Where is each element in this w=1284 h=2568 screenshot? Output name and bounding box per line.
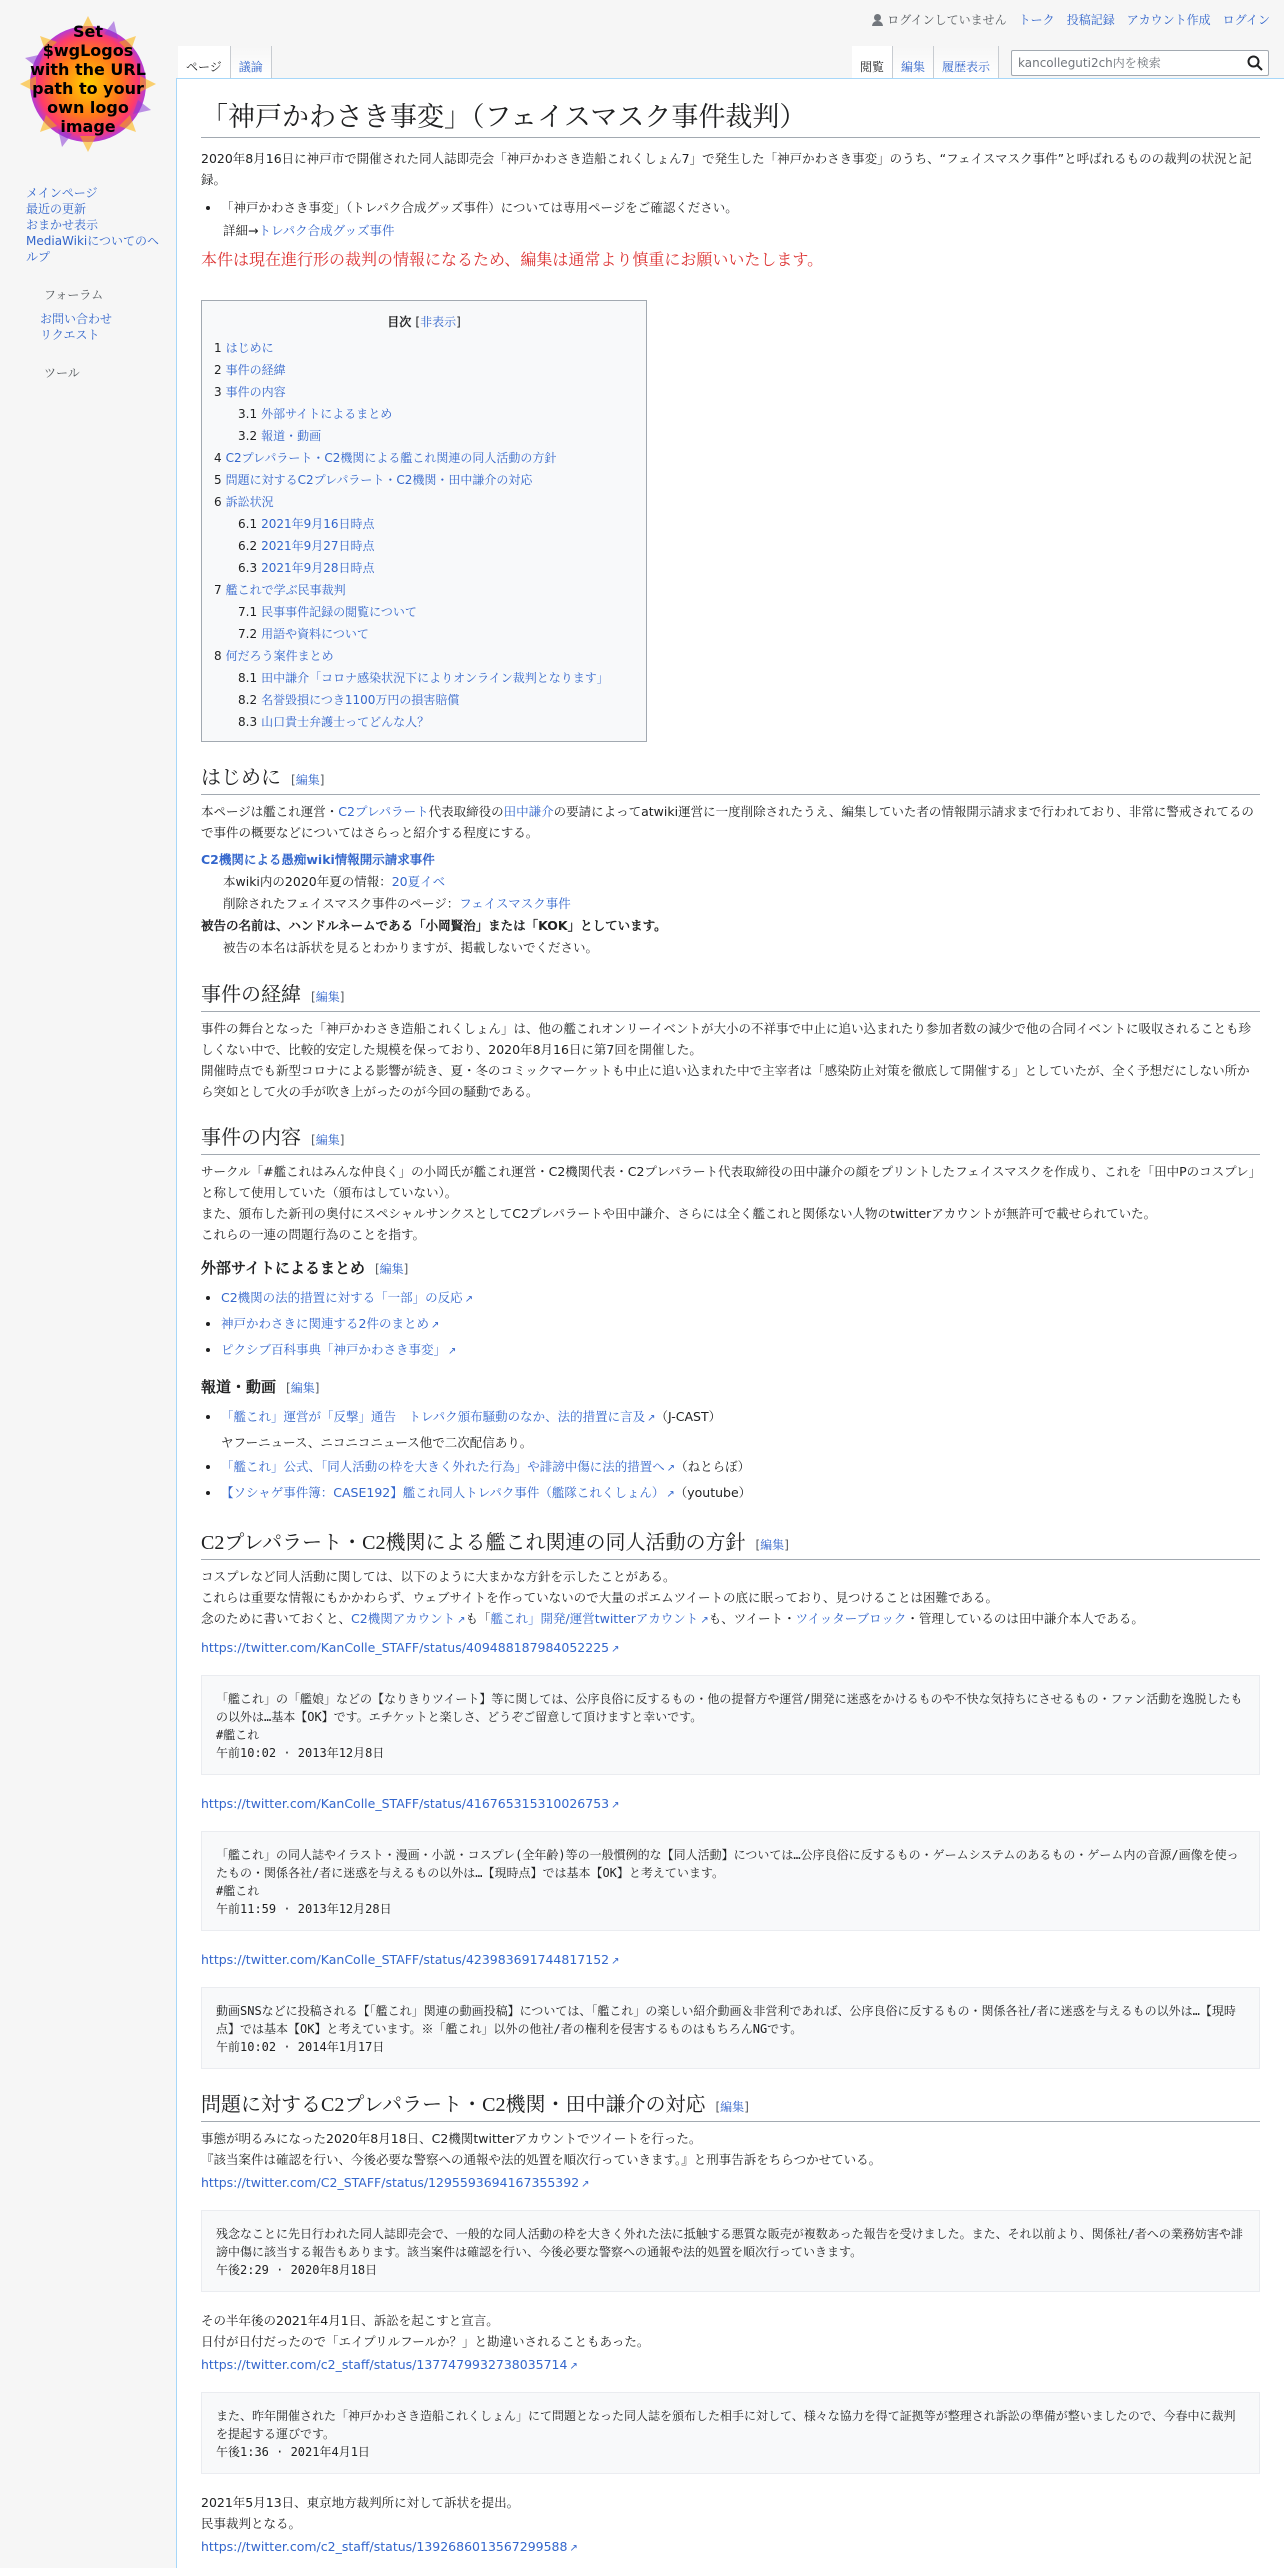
external-link[interactable]: ピクシブ百科事典「神戸かわさき事変」 ↗ [221, 1342, 456, 1357]
site-logo[interactable] [18, 14, 158, 154]
toc-item[interactable] [214, 425, 634, 447]
toc-link[interactable]: 報道・動画 [261, 429, 322, 443]
user-icon [872, 14, 883, 26]
sidebar-item-help[interactable]: MediaWikiについてのヘルプ [26, 234, 160, 264]
toc-header [214, 311, 634, 333]
external-summary-list [221, 1286, 1260, 1364]
logo-text [18, 22, 158, 136]
paragraph: 念のために書いておくと、C2機関アカウント ↗ も「艦これ」開発/運営twitterアカウント ↗ も、ツイート・ツイッターブロック・管理しているのは田中謙介本人である。 [201, 1608, 1260, 1631]
toc-link[interactable]: 民事事件記録の閲覧について [261, 605, 417, 619]
logo-line: image [60, 117, 116, 136]
link-c2-account[interactable]: C2機関アカウント ↗ [351, 1611, 465, 1626]
section-title: C2プレパラート・C2機関による艦これ関連の同人活動の方針 [201, 1532, 746, 1554]
toc-item[interactable] [214, 645, 634, 667]
paragraph: 事件の舞台となった「神戸かわさき造船これくしょん」は、他の艦これオンリーイベントが大小の不祥事で中止に追い込まれたり参加者数の減少で他の合同イベントに吸収されることも珍しくない中で、比較的安定した規模を保っており、2020年8月16日に第7回を開催した。 [201, 1021, 1252, 1057]
toc-link[interactable]: 事件の内容 [225, 385, 286, 399]
note-title: 被告の名前は、ハンドルネームである「小岡賢治」または「KOK」としています。 [201, 918, 667, 933]
tab-history[interactable]: 履歴表示 [934, 46, 999, 78]
paragraph: 開催時点でも新型コロナによる影響が続き、夏・冬のコミックマーケットも中止に追い込まれた中で主宰者は「感染防止対策を徹底して開催する」としていたが、全く予想だにしない所から突如として火の手が吹き上がったのが今回の騒動である。 [201, 1063, 1250, 1099]
link-twitter-block[interactable]: ツイッターブロック [795, 1611, 907, 1626]
toc-number: 1 [214, 341, 222, 355]
list-item: • 「艦これ」公式、「同人活動の枠を大きく外れた行為」や誹謗中傷に法的措置へ ↗ （ねとらぼ） [221, 1455, 1260, 1481]
not-logged-in [872, 11, 1006, 28]
tweet-link[interactable]: https://twitter.com/KanColle_STAFF/status/423983691744817152 ↗ [201, 1952, 620, 1967]
paragraph: また、頒布した新刊の奥付にスペシャルサンクスとしてC2プレパラートや田中謙介、さらには全く艦これと関係ない人物のtwitterアカウントが無許可で載せられていた。 [201, 1206, 1157, 1221]
paragraph: 本ページは艦これ運営・C2プレパラート代表取締役の田中謙介の要請によってatwiki運営に一度削除されたうえ、編集していた者の情報開示請求まで行われており、非常に警戒されてるので事件の概要などについてはさらっと紹介する程度にする。 [201, 804, 1254, 840]
tweet-url [201, 2354, 1260, 2378]
link-tanaka[interactable]: 田中謙介 [503, 804, 554, 819]
toc-number: 3.2 [238, 429, 258, 443]
external-link[interactable]: 【ソシャゲ事件簿：CASE192】艦これ同人トレパク事件（艦隊これくしょん） ↗ [221, 1485, 675, 1500]
sidebar-heading-forum: フォーラム [44, 288, 104, 302]
toc-number: 6.1 [238, 517, 258, 531]
paragraph: 日付が日付だったので「エイプリルフールか？」と勘違いされることもあった。 [201, 2334, 650, 2349]
toc-link[interactable]: 用語や資料について [261, 627, 369, 641]
namespace-tabs [178, 46, 272, 78]
intro-bullet: • 「神戸かわさき事変」（トレパク合成グッズ事件）については専用ページをご確認ください。 [221, 196, 1260, 220]
sidebar-item-recent-changes[interactable]: 最近の更新 [26, 202, 87, 216]
paragraph: 『該当案件は確認を行い、今後必要な警察への通報や法的処置を順次行っていきます。』と刑事告訴をちらつかせている。 [201, 2152, 882, 2167]
logo-line: own logo [47, 98, 129, 117]
subsection-heading [201, 1257, 1260, 1280]
toc-item[interactable] [214, 711, 634, 733]
toc-item[interactable] [214, 579, 634, 601]
toc-number: 8 [214, 649, 222, 663]
toc-number: 4 [214, 451, 222, 465]
search-icon[interactable] [1246, 54, 1264, 72]
toc-link[interactable]: 訴訟状況 [225, 495, 274, 509]
login-link[interactable]: ログイン [1222, 13, 1270, 27]
link-c2-preparat[interactable]: C2プレパラート [338, 804, 429, 819]
tab-discussion[interactable]: 議論 [231, 46, 272, 78]
toc-item[interactable] [214, 469, 634, 491]
table-of-contents [201, 300, 647, 742]
toc-title: 目次 [387, 315, 412, 329]
link-kancolle-account[interactable]: 艦これ」開発/運営twitterアカウント ↗ [490, 1611, 708, 1626]
tweet-link[interactable]: https://twitter.com/c2_staff/status/1377479932738035714 ↗ [201, 2357, 578, 2372]
toc-number: 6.2 [238, 539, 258, 553]
paragraph: その半年後の2021年4月1日、訴訟を起こすと宣言。 [201, 2313, 499, 2328]
toc-item[interactable] [214, 667, 634, 689]
personal-tools [872, 11, 1270, 28]
news-note: ヤフーニュース、ニコニコニュース他で二次配信あり。 [221, 1435, 533, 1450]
external-link[interactable]: 「艦これ」運営が「反撃」通告 トレパク頒布騒動のなか、法的措置に言及 ↗ [221, 1409, 656, 1424]
section-title: 事件の経緯 [201, 984, 301, 1006]
toc-number: 2 [214, 363, 222, 377]
sidebar-item-random[interactable]: おまかせ表示 [26, 218, 99, 232]
paragraph: これらは重要な情報にもかかわらず、ウェブサイトを作っていないので大量のポエムツイートの底に眠っており、見つけることは困難である。 [201, 1590, 999, 1605]
tweet-url [201, 2536, 1260, 2560]
edit-section-link[interactable]: [編集] [286, 1381, 320, 1395]
toc-link[interactable]: 2021年9月16日時点 [261, 517, 375, 531]
edit-section-link[interactable]: [編集] [715, 2100, 749, 2114]
paragraph: サークル「#艦これはみんな仲良く」の小岡氏が艦これ運営・C2機関代表・C2プレパラート代表取締役の田中謙介の顔をプリントしたフェイスマスクを作成り、これを「田中Pのコスプレ」と称して使用していた（頒布はしていない）。 [201, 1164, 1255, 1200]
section-title: 事件の内容 [201, 1127, 301, 1149]
note-detail: 被告の本名は訴状を見るとわかりますが、掲載しないでください。 [223, 940, 599, 955]
edit-section-link[interactable]: [編集] [311, 990, 345, 1004]
main-content [176, 78, 1284, 2568]
dd-item: 削除されたフェイスマスク事件のページ：フェイスマスク事件 [223, 896, 571, 911]
toc-list [214, 337, 634, 733]
list-item [221, 1338, 1260, 1364]
toc-link[interactable]: 問題に対するC2プレパラート・C2機関・田中謙介の対応 [225, 473, 533, 487]
toc-link[interactable]: はじめに [225, 341, 274, 355]
search-box [1011, 50, 1269, 76]
list-item: • 「艦これ」運営が「反撃」通告 トレパク頒布騒動のなか、法的措置に言及 ↗ （J-CAST） ヤフーニュース、ニコニコニュース他で二次配信あり。 [221, 1405, 1260, 1455]
not-logged-in-text: ログインしていません [887, 13, 1007, 27]
sidebar-item-contact[interactable]: お問い合わせ [40, 312, 113, 326]
list-item [221, 1286, 1260, 1312]
toc-link[interactable]: 何だろう案件まとめ [225, 649, 334, 663]
intro-detail [223, 220, 1260, 242]
link-facemask-page[interactable]: フェイスマスク事件 [459, 896, 571, 911]
tweet-quote: 残念なことに先日行われた同人誌即売会で、一般的な同人活動の枠を大きく外れた法に抵触する悪質な販売が複数あった報告を受けました。また、それ以前より、関係社/者への業務妨害や誹謗中傷に該当する報告もあります。該当案件は確認を行い、今後必要な警察への通報や法的処置を順次行っていきます。 午後2:29 · 2020年8月18日 [201, 2210, 1260, 2292]
intro-list [221, 196, 1260, 220]
dd-item: 本wiki内の2020年夏の情報：20夏イベ [223, 874, 446, 889]
external-link[interactable]: 神戸かわさきに関連する2件のまとめ ↗ [221, 1316, 439, 1331]
tweet-url [201, 1637, 1260, 1661]
tweet-url [201, 1793, 1260, 1817]
logo-line: with the URL [30, 60, 146, 79]
external-link[interactable]: 「艦これ」公式、「同人活動の枠を大きく外れた行為」や誹謗中傷に法的措置へ ↗ [221, 1459, 675, 1474]
tab-page[interactable]: ページ [178, 46, 231, 78]
section-title: 問題に対するC2プレパラート・C2機関・田中謙介の対応 [201, 2094, 706, 2116]
toc-number: 6.3 [238, 561, 258, 575]
toc-item[interactable] [214, 381, 634, 403]
section-heading [201, 981, 1260, 1012]
sidebar-heading-tools[interactable]: ツール [44, 366, 80, 380]
subsection-title: 報道・動画 [201, 1378, 277, 1396]
toc-item[interactable] [214, 557, 634, 579]
section-heading [201, 2091, 1260, 2122]
toc-link[interactable]: 艦これで学ぶ民事裁判 [225, 583, 346, 597]
tweet-quote: また、昨年開催された「神戸かわさき造船これくしょん」にて問題となった同人誌を頒布した相手に対して、様々な協力を得て証拠等が整理され訴訟の準備が整いましたので、今春中に裁判を提起する運びです。 午後1:36 · 2021年4月1日 [201, 2392, 1260, 2474]
contributions-link[interactable]: 投稿記録 [1066, 13, 1115, 27]
toc-link[interactable]: 田中謙介「コロナ感染状況下によりオンライン裁判となります」 [261, 671, 609, 685]
view-tabs [852, 46, 999, 78]
tweet-link[interactable]: https://twitter.com/c2_staff/status/1392686013567299588 ↗ [201, 2539, 578, 2554]
edit-section-link[interactable]: [編集] [374, 1262, 409, 1276]
toc-number: 7.2 [238, 627, 258, 641]
toc-number: 8.1 [238, 671, 258, 685]
section-heading [201, 764, 1260, 795]
toc-item[interactable] [214, 535, 634, 557]
subsection-heading [201, 1376, 1260, 1399]
paragraph: これらの一連の問題行為のことを指す。 [201, 1227, 426, 1242]
dl-title [201, 849, 1260, 871]
sidebar [26, 185, 166, 389]
toc-toggle-link[interactable]: 非表示 [420, 315, 457, 329]
toc-link[interactable]: C2プレパラート・C2機関による艦これ関連の同人活動の方針 [225, 451, 557, 465]
toc-link[interactable]: 名誉毀損につき1100万円の損害賠償 [261, 693, 460, 707]
link-20summer[interactable]: 20夏イベ [391, 874, 446, 889]
section-title: はじめに [201, 767, 281, 789]
talk-link[interactable]: トーク [1018, 13, 1055, 27]
toc-item[interactable] [214, 447, 634, 469]
logo-line: path to your [32, 79, 144, 98]
tweet-quote: 「艦これ」の同人誌やイラスト・漫画・小説・コスプレ(全年齢)等の一般慣例的な【同人活動】については…公序良俗に反するもの・ゲームシステムのあるもの・ゲーム内の音源/画像を使ったもの・関係各社/者に迷惑を与えるもの以外は…【現時点】では基本【OK】と考えています。 #艦これ 午前11:59 · 2013年12月28日 [201, 1831, 1260, 1931]
section-heading [201, 1124, 1260, 1155]
toc-toggle[interactable]: [非表示] [415, 315, 461, 329]
edit-section-link[interactable]: [編集] [755, 1538, 789, 1552]
paragraph: 事態が明るみになった2020年8月18日、C2機関twitterアカウントでツイートを行った。 [201, 2131, 702, 2146]
news-list [221, 1405, 1260, 1507]
toc-number: 7 [214, 583, 222, 597]
sidebar-item-main-page[interactable]: メインページ [26, 186, 98, 200]
toc-link[interactable]: 2021年9月28日時点 [261, 561, 375, 575]
list-item: • 【ソシャゲ事件簿：CASE192】艦これ同人トレパク事件（艦隊これくしょん） ↗ （youtube） [221, 1481, 1260, 1507]
paragraph: 民事裁判となる。 [201, 2516, 302, 2531]
toc-item[interactable] [214, 403, 634, 425]
toc-link[interactable]: 事件の経緯 [225, 363, 286, 377]
toc-number: 8.3 [238, 715, 258, 729]
sidebar-item-request[interactable]: リクエスト [40, 328, 100, 342]
toc-link[interactable]: 外部サイトによるまとめ [261, 407, 393, 421]
intro-paragraph: 2020年8月16日に神戸市で開催された同人誌即売会「神戸かわさき造船これくしょん7」で発生した「神戸かわさき事変」のうち、“フェイスマスク事件”と呼ばれるものの裁判の状況と記録。 [201, 151, 1252, 187]
tweet-url [201, 2172, 1260, 2196]
edit-section-link[interactable]: [編集] [291, 773, 325, 787]
toc-link[interactable]: 山口貴士弁護士ってどんな人？ [261, 715, 430, 729]
toc-item[interactable] [214, 491, 634, 513]
toc-item[interactable] [214, 513, 634, 535]
tweet-quote: 「艦これ」の「艦娘」などの【なりきりツイート】等に関しては、公序良俗に反するもの・他の提督方や運営/開発に迷惑をかけるものや不快な気持ちにさせるもの・ファン活動を逸脱したもの以外は…基本【OK】です。エチケットと楽しさ、どうぞご留意して頂けますと幸いです。 #艦これ 午前10:02 · 2013年12月8日 [201, 1675, 1260, 1775]
toc-item[interactable] [214, 623, 634, 645]
search-input[interactable] [1012, 51, 1232, 75]
subsection-title: 外部サイトによるまとめ [201, 1259, 365, 1277]
create-account-link[interactable]: アカウント作成 [1126, 13, 1211, 27]
intro-detail-prefix: 詳細→ [223, 223, 259, 238]
paragraph: コスプレなど同人活動に関しては、以下のように大まかな方針を示したことがある。 [201, 1569, 676, 1584]
external-link[interactable]: C2機関の法的措置に対する「一部」の反応 ↗ [221, 1290, 473, 1305]
page-title: 「神戸かわさき事変」（フェイスマスク事件裁判） [201, 99, 1260, 138]
tweet-link[interactable]: https://twitter.com/C2_STAFF/status/1295593694167355392 ↗ [201, 2175, 590, 2190]
logo-line: Set [72, 22, 104, 41]
toc-number: 5 [214, 473, 222, 487]
toc-link[interactable]: 2021年9月27日時点 [261, 539, 375, 553]
toc-number: 8.2 [238, 693, 258, 707]
edit-section-link[interactable]: [編集] [311, 1133, 345, 1147]
tweet-url [201, 1949, 1260, 1973]
warning-notice: 本件は現在進行形の裁判の情報になるため、編集は通常より慎重にお願いいたします。 [201, 250, 824, 269]
logo-line: $wgLogos [42, 41, 134, 60]
toc-number: 3.1 [238, 407, 258, 421]
tweet-quote: 動画SNSなどに投稿される【「艦これ」関連の動画投稿】については、「艦これ」の楽しい紹介動画＆非営利であれば、公序良俗に反するもの・関係各社/者に迷惑を与えるもの以外は…【現時点】では基本【OK】と考えています。※「艦これ」以外の他社/者の権利を侵害するものはもちろんNGです。 午前10:02 · 2014年1月17日 [201, 1987, 1260, 2069]
toc-item[interactable] [214, 689, 634, 711]
toc-item[interactable] [214, 337, 634, 359]
toc-number: 6 [214, 495, 222, 509]
toc-number: 3 [214, 385, 222, 399]
tweet-link[interactable]: https://twitter.com/KanColle_STAFF/status/409488187984052225 ↗ [201, 1640, 620, 1655]
tweet-link[interactable]: https://twitter.com/KanColle_STAFF/status/416765315310026753 ↗ [201, 1796, 620, 1811]
tab-read[interactable]: 閲覧 [852, 46, 893, 78]
toc-item[interactable] [214, 601, 634, 623]
list-item [221, 1312, 1260, 1338]
intro-detail-link[interactable]: トレパク合成グッズ事件 [258, 223, 395, 238]
toc-number: 7.1 [238, 605, 258, 619]
link-disclosure-case[interactable]: C2機関による愚痴wiki情報開示請求事件 [201, 852, 435, 867]
section-heading [201, 1529, 1260, 1560]
paragraph: 2021年5月13日、東京地方裁判所に対して訴状を提出。 [201, 2495, 520, 2510]
toc-item[interactable] [214, 359, 634, 381]
tab-edit[interactable]: 編集 [893, 46, 934, 78]
